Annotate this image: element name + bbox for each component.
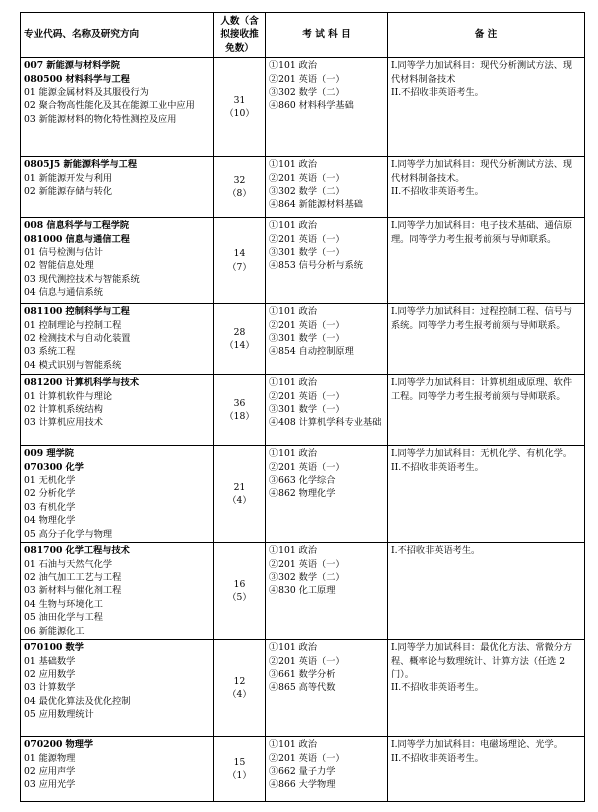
research-direction: 01 计算机软件与理论 — [24, 390, 113, 402]
exams-cell — [266, 218, 388, 304]
notes-cell — [388, 737, 585, 802]
note-text: II.不招收非英语考生。 — [391, 87, 484, 99]
exam-subject: ②201 英语（一） — [269, 319, 345, 331]
count-cell — [214, 304, 266, 375]
header-exams: 考 试 科 目 — [266, 13, 388, 58]
exam-subject: ②201 英语（一） — [269, 172, 345, 184]
research-direction: 01 基础数学 — [24, 655, 76, 667]
note-text: I.同等学力加试科目：现代分析测试方法、现代材料制备技术。 — [391, 159, 573, 184]
note-text: I.同等学力加试科目：最优化方法、常微分方程、概率论与数理统计、计算方法（任选 2 门）。 — [391, 642, 573, 681]
notes-cell — [388, 640, 585, 737]
research-direction: 05 油田化学与工程 — [24, 612, 103, 624]
table-row — [21, 640, 585, 737]
exams-cell — [266, 640, 388, 737]
tuimian-count: （1） — [227, 770, 252, 782]
major-heading: 008 信息科学与工程学院 — [24, 220, 130, 232]
exam-subject: ④853 信号分析与系统 — [269, 260, 363, 272]
tuimian-count: （18） — [224, 411, 255, 423]
header-notes: 备 注 — [388, 13, 585, 58]
research-direction: 02 分析化学 — [24, 488, 76, 500]
notes-cell — [388, 218, 585, 304]
note-text: II.不招收非英语考生。 — [391, 461, 484, 473]
research-direction: 03 计算机应用技术 — [24, 417, 103, 429]
tuimian-count: （5） — [227, 592, 252, 604]
major-heading: 081700 化学工程与技术 — [24, 545, 130, 557]
notes-cell — [388, 375, 585, 446]
exam-subject: ④864 新能源材料基础 — [269, 199, 363, 211]
enrollment-count: 15 — [233, 756, 246, 768]
major-cell — [21, 640, 214, 737]
enrollment-count: 36 — [233, 397, 246, 409]
exam-subject: ②201 英语（一） — [269, 558, 345, 570]
count-cell — [214, 543, 266, 640]
table-row — [21, 157, 585, 218]
exam-subject: ②201 英语（一） — [269, 655, 345, 667]
exam-subject: ③301 数学（一） — [269, 404, 345, 416]
note-text: II.不招收非英语考生。 — [391, 186, 484, 198]
enrollment-count: 14 — [233, 248, 246, 260]
research-direction: 01 石油与天然气化学 — [24, 558, 113, 570]
major-heading: 080500 材料科学与工程 — [24, 73, 130, 85]
table-row — [21, 543, 585, 640]
research-direction: 04 最优化算法及优化控制 — [24, 695, 131, 707]
major-cell — [21, 304, 214, 375]
table-row — [21, 304, 585, 375]
exam-subject: ③301 数学（一） — [269, 333, 345, 345]
exam-subject: ①101 政治 — [269, 448, 318, 460]
table-header-row — [21, 13, 585, 58]
research-direction: 01 无机化学 — [24, 475, 76, 487]
research-direction: 01 能源金属材料及其服役行为 — [24, 87, 149, 99]
research-direction: 03 现代测控技术与智能系统 — [24, 273, 140, 285]
major-cell — [21, 737, 214, 802]
tuimian-count: （4） — [227, 495, 252, 507]
table-row — [21, 375, 585, 446]
major-heading: 070300 化学 — [24, 461, 84, 473]
exam-subject: ②201 英语（一） — [269, 752, 345, 764]
count-cell — [214, 218, 266, 304]
table-row — [21, 58, 585, 157]
research-direction: 04 生物与环境化工 — [24, 598, 103, 610]
exam-subject: ①101 政治 — [269, 739, 318, 751]
research-direction: 01 能源物理 — [24, 752, 76, 764]
tuimian-count: （14） — [224, 340, 255, 352]
research-direction: 02 检测技术与自动化装置 — [24, 333, 131, 345]
research-direction: 04 物理化学 — [24, 515, 76, 527]
research-direction: 02 新能源存储与转化 — [24, 186, 113, 198]
count-cell — [214, 157, 266, 218]
note-text: I.同等学力加试科目：电磁场理论、光学。 — [391, 739, 563, 751]
enrollment-count: 12 — [233, 675, 246, 687]
table-row — [21, 218, 585, 304]
research-direction: 05 应用数理统计 — [24, 709, 94, 721]
count-cell — [214, 640, 266, 737]
exams-cell — [266, 157, 388, 218]
notes-cell — [388, 543, 585, 640]
count-cell — [214, 446, 266, 543]
exams-cell — [266, 737, 388, 802]
research-direction: 02 油气加工工艺与工程 — [24, 572, 122, 584]
table-row — [21, 737, 585, 802]
exam-subject: ①101 政治 — [269, 159, 318, 171]
enrollment-count: 16 — [233, 578, 246, 590]
exams-cell — [266, 58, 388, 157]
exam-subject: ①101 政治 — [269, 306, 318, 318]
exams-cell — [266, 304, 388, 375]
research-direction: 01 控制理论与控制工程 — [24, 319, 122, 331]
major-cell — [21, 157, 214, 218]
research-direction: 03 有机化学 — [24, 501, 76, 513]
exam-subject: ②201 英语（一） — [269, 461, 345, 473]
admission-table — [20, 12, 585, 802]
notes-cell — [388, 58, 585, 157]
research-direction: 03 新材料与催化剂工程 — [24, 585, 122, 597]
note-text: I.同等学力加试科目：现代分析测试方法、现代材料制备技术 — [391, 60, 573, 85]
exam-subject: ④860 材料科学基础 — [269, 100, 354, 112]
header-count: 人数（含拟接收推免数） — [214, 13, 266, 58]
table-row — [21, 446, 585, 543]
exams-cell — [266, 543, 388, 640]
major-cell — [21, 58, 214, 157]
major-heading: 081100 控制科学与工程 — [24, 306, 130, 318]
header-major: 专业代码、名称及研究方向 — [21, 13, 214, 58]
exam-subject: ①101 政治 — [269, 545, 318, 557]
research-direction: 01 信号检测与估计 — [24, 247, 103, 259]
exam-subject: ③661 数学分析 — [269, 669, 336, 681]
major-cell — [21, 543, 214, 640]
table-body — [21, 58, 585, 802]
exam-subject: ①101 政治 — [269, 220, 318, 232]
exam-subject: ②201 英语（一） — [269, 73, 345, 85]
note-text: I.同等学力加试科目：无机化学、有机化学。 — [391, 448, 573, 460]
exam-subject: ③302 数学（二） — [269, 87, 345, 99]
major-cell — [21, 218, 214, 304]
exam-subject: ③302 数学（二） — [269, 572, 345, 584]
major-heading: 070100 数学 — [24, 642, 84, 654]
exam-subject: ②201 英语（一） — [269, 233, 345, 245]
exam-subject: ④865 高等代数 — [269, 682, 336, 694]
research-direction: 05 高分子化学与物理 — [24, 528, 113, 540]
major-heading: 081000 信息与通信工程 — [24, 233, 130, 245]
exam-subject: ①101 政治 — [269, 60, 318, 72]
note-text: II.不招收非英语考生。 — [391, 682, 484, 694]
research-direction: 02 应用声学 — [24, 766, 76, 778]
exam-subject: ③302 数学（二） — [269, 186, 345, 198]
note-text: I.不招收非英语考生。 — [391, 545, 481, 557]
count-cell — [214, 375, 266, 446]
note-text: I.同等学力加试科目：电子技术基础、通信原理。同等学力考生报考前须与导师联系。 — [391, 220, 573, 245]
exams-cell — [266, 375, 388, 446]
research-direction: 02 聚合物高性能化及其在能源工业中应用 — [24, 100, 195, 112]
enrollment-count: 21 — [233, 481, 246, 493]
research-direction: 03 新能源材料的物化特性测控及应用 — [24, 113, 177, 125]
note-text: II.不招收非英语考生。 — [391, 752, 484, 764]
exam-subject: ③662 量子力学 — [269, 766, 336, 778]
research-direction: 03 应用光学 — [24, 779, 76, 791]
notes-cell — [388, 446, 585, 543]
note-text: I.同等学力加试科目：过程控制工程、信号与系统。同等学力考生报考前须与导师联系。 — [391, 306, 573, 331]
research-direction: 04 模式识别与智能系统 — [24, 359, 122, 371]
research-direction: 03 计算数学 — [24, 682, 76, 694]
exam-subject: ④862 物理化学 — [269, 488, 336, 500]
exam-subject: ④866 大学物理 — [269, 779, 336, 791]
major-cell — [21, 446, 214, 543]
research-direction: 06 新能源化工 — [24, 625, 85, 637]
count-cell — [214, 737, 266, 802]
enrollment-count: 31 — [233, 94, 246, 106]
exam-subject: ④854 自动控制原理 — [269, 346, 354, 358]
major-cell — [21, 375, 214, 446]
research-direction: 03 系统工程 — [24, 346, 76, 358]
enrollment-count: 28 — [233, 326, 246, 338]
tuimian-count: （8） — [227, 188, 252, 200]
exam-subject: ②201 英语（一） — [269, 390, 345, 402]
note-text: I.同等学力加试科目：计算机组成原理、软件工程。同等学力考生报考前须与导师联系。 — [391, 377, 573, 402]
notes-cell — [388, 304, 585, 375]
notes-cell — [388, 157, 585, 218]
research-direction: 02 智能信息处理 — [24, 260, 94, 272]
exam-subject: ①101 政治 — [269, 377, 318, 389]
exam-subject: ③301 数学（一） — [269, 247, 345, 259]
major-heading: 081200 计算机科学与技术 — [24, 377, 140, 389]
research-direction: 02 应用数学 — [24, 669, 76, 681]
research-direction: 01 新能源开发与利用 — [24, 172, 113, 184]
tuimian-count: （4） — [227, 689, 252, 701]
research-direction: 02 计算机系统结构 — [24, 404, 103, 416]
research-direction: 04 信息与通信系统 — [24, 287, 103, 299]
enrollment-count: 32 — [233, 174, 246, 186]
exam-subject: ④408 计算机学科专业基础 — [269, 417, 382, 429]
exam-subject: ③663 化学综合 — [269, 475, 336, 487]
count-cell — [214, 58, 266, 157]
major-heading: 0805J5 新能源科学与工程 — [24, 159, 138, 171]
major-heading: 009 理学院 — [24, 448, 74, 460]
exam-subject: ④830 化工原理 — [269, 585, 336, 597]
tuimian-count: （7） — [227, 261, 252, 273]
major-heading: 007 新能源与材料学院 — [24, 60, 120, 72]
exam-subject: ①101 政治 — [269, 642, 318, 654]
exams-cell — [266, 446, 388, 543]
tuimian-count: （10） — [224, 108, 255, 120]
major-heading: 070200 物理学 — [24, 739, 94, 751]
